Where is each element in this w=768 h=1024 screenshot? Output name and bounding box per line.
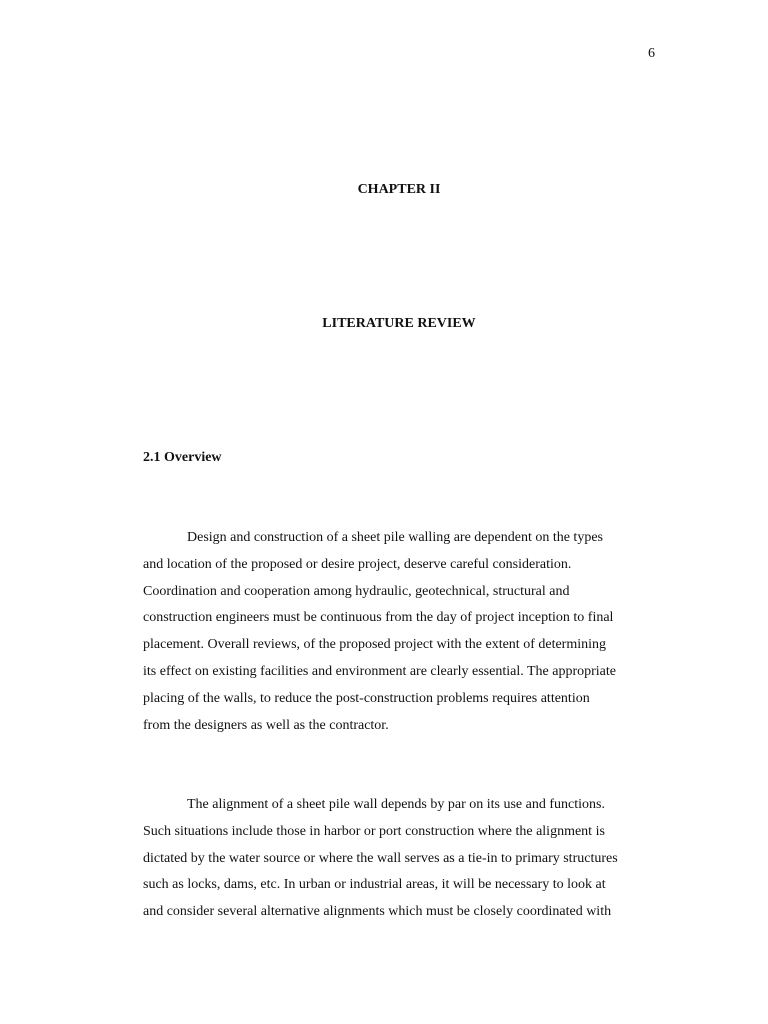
chapter-label: CHAPTER II — [357, 182, 441, 197]
paragraph-line: Coordination and cooperation among hydraulic, geotechnical, structural and — [143, 583, 570, 599]
paragraph-alignment — [143, 792, 663, 926]
chapter-title: LITERATURE REVIEW — [322, 316, 476, 331]
paragraph-line: Design and construction of a sheet pile walling are dependent on the types — [187, 530, 603, 545]
paragraph-design-construction — [143, 525, 663, 739]
page-number: 6 — [648, 46, 655, 61]
paragraph-line: The alignment of a sheet pile wall depends by par on its use and functions. — [187, 797, 605, 812]
paragraph-line: placing of the walls, to reduce the post-construction problems requires attention — [143, 690, 590, 706]
paragraph-line: Such situations include those in harbor or port construction where the alignment is — [143, 823, 605, 839]
paragraph-line: its effect on existing facilities and environment are clearly essential. The appropriate — [143, 663, 616, 679]
paragraph-line: and location of the proposed or desire project, deserve careful consideration. — [143, 556, 572, 572]
paragraph-line: from the designers as well as the contractor. — [143, 717, 389, 733]
paragraph-line: placement. Overall reviews, of the proposed project with the extent of determining — [143, 637, 607, 653]
paragraph-line: dictated by the water source or where the wall serves as a tie-in to primary structures — [143, 850, 618, 866]
paragraph-line: and consider several alternative alignments which must be closely coordinated with — [143, 904, 612, 920]
paragraph-line: construction engineers must be continuous from the day of project inception to final — [143, 610, 614, 626]
section-heading: 2.1 Overview — [143, 450, 222, 465]
paragraph-line: such as locks, dams, etc. In urban or industrial areas, it will be necessary to look at — [143, 877, 606, 893]
